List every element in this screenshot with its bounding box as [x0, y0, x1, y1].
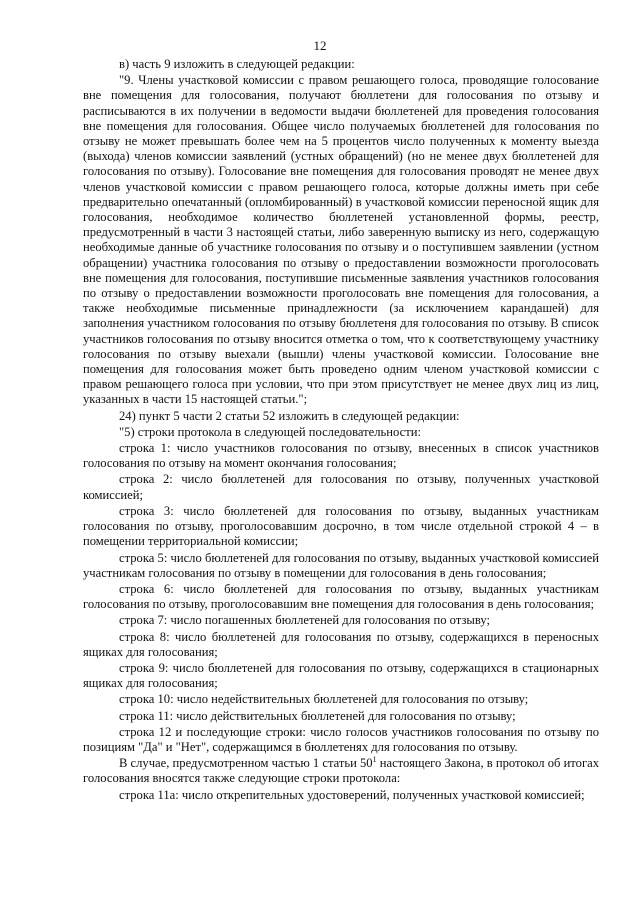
paragraph: "5) строки протокола в следующей последовательности: [119, 424, 421, 439]
paragraph: строка 1: число участников голосования по отзыву, внесенных в список участников голосования по отзыву на момент окончания голосования; [83, 441, 599, 471]
paragraph: строка 6: число бюллетеней для голосования по отзыву, выданных участникам голосования по отзыву, проголосовавшим вне помещения для голосования в день голосования; [83, 581, 599, 612]
paragraph: строка 7: число погашенных бюллетеней для голосования по отзыву; [119, 613, 491, 628]
paragraph: 24) пункт 5 части 2 статьи 52 изложить в следующей редакции: [119, 408, 460, 423]
paragraph: строка 5: число бюллетеней для голосования по отзыву, выданных участковой комиссией участникам голосования по отзыву в помещении для голосования в день голосования; [83, 550, 599, 580]
paragraph-text: В случае, предусмотренном частью 1 статьи 50 [119, 756, 373, 771]
paragraph: строка 10: число недействительных бюллетеней для голосования по отзыву; [119, 692, 529, 707]
paragraph: "9. Члены участковой комиссии с правом решающего голоса, проводящие голосование вне помещения для голосования, получают бюллетени для голосования по отзыву и расписываются в их получении в ведомости выдачи бюллетеней для проведения голосования вне помещения для голосования. Общее число получаемых бюллетеней для голосования по отзыву не может превышать более чем на 5 процентов число полученных к моменту выезда (выхода) членов комиссии заявлений (устных обращений) (но не менее двух бюллетеней для голосования по отзыву). Голосование вне помещения для голосования проводят не менее двух членов участковой комиссии с правом решающего голоса, которые должны иметь при себе предварительно опечатанный (опломбированный) в участковой комиссии переносной ящик для голосования, необходимое количество бюллетеней установленной формы, реестр, предусмотренный в части 3 настоящей статьи, либо заверенную выписку из него, содержащую необходимые данные об участнике голосования по отзыву и о поступившем заявлении (устном обращении) участника голосования по отзыву о предоставлении возможности проголосовать вне помещения для голосования, поступившие письменные заявления участников голосования по отзыву о предоставлении возможности проголосовать вне помещения для голосования, а также необходимые письменные принадлежности (за исключением карандашей) для заполнения участником голосования по отзыву бюллетеня для голосования по отзыву. В список участников голосования по отзыву вносится отметка о том, что к соответствующему участнику голосования по отзыву выехали (вышли) члены участковой комиссии. Голосование вне помещения для голосования может быть проведено одним членом участковой комиссии с правом решающего голоса при условии, что при этом присутствует не менее двух лиц из лиц, указанных в части 15 настоящей статьи."; [83, 73, 599, 407]
paragraph: строка 8: число бюллетеней для голосования по отзыву, содержащихся в переносных ящиках для голосования; [83, 629, 599, 659]
paragraph: строка 11а: число открепительных удостоверений, полученных участковой комиссией; [119, 787, 585, 802]
page-number: 12 [313, 38, 327, 53]
paragraph: строка 2: число бюллетеней для голосования по отзыву, полученных участковой комиссией; [83, 472, 599, 502]
paragraph: в) часть 9 изложить в следующей редакции: [119, 57, 355, 71]
document-body [83, 57, 599, 803]
paragraph: строка 3: число бюллетеней для голосования по отзыву, выданных участникам голосования по отзыву, проголосовавшим досрочно, в том числе отдельной строкой 4 – в помещении территориальной комиссии; [83, 503, 599, 549]
paragraph: строка 9: число бюллетеней для голосования по отзыву, содержащихся в стационарных ящиках для голосования; [83, 660, 599, 691]
paragraph [83, 756, 599, 786]
superscript: 1 [372, 754, 377, 764]
paragraph-text: настоящего Закона, в протокол об итогах голосования вносятся также следующие строки протокола: [83, 756, 599, 786]
paragraph: строка 12 и последующие строки: число голосов участников голосования по отзыву по позициям "Да" и "Нет", содержащимся в бюллетенях для голосования по отзыву. [83, 724, 599, 754]
paragraph: строка 11: число действительных бюллетеней для голосования по отзыву; [119, 708, 516, 723]
